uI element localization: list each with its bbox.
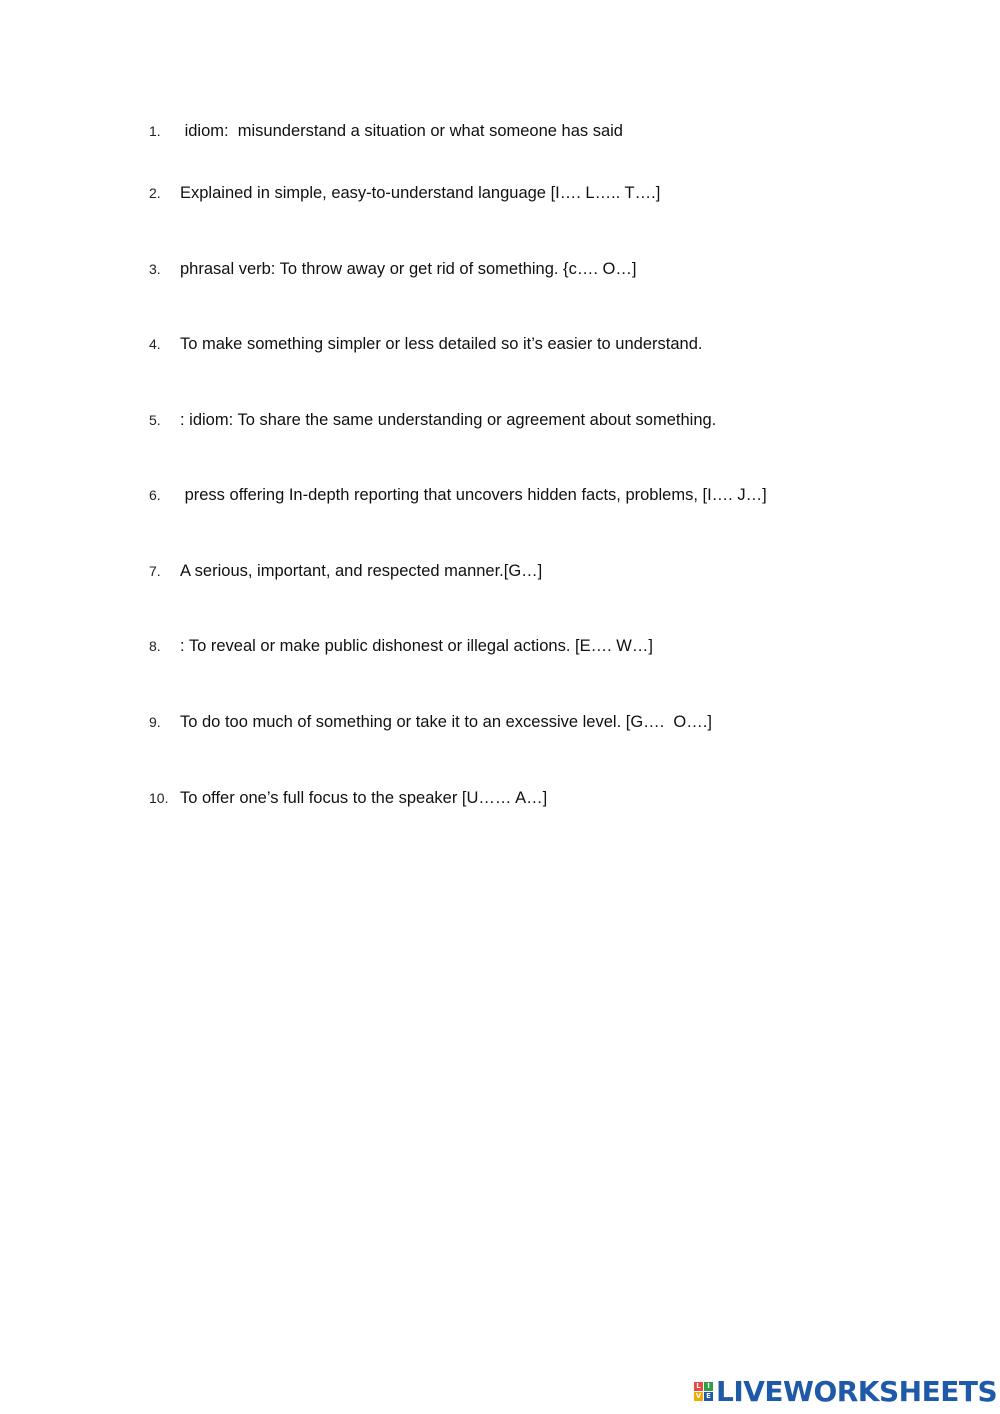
item-number: 8. xyxy=(149,638,161,654)
item-number: 6. xyxy=(149,487,161,503)
list-item xyxy=(0,405,1000,435)
item-number: 2. xyxy=(149,185,161,201)
item-number: 1. xyxy=(149,123,161,139)
logo-mark-cell: I xyxy=(704,1382,713,1391)
list-item xyxy=(0,329,1000,359)
item-text: To do too much of something or take it to an excessive level. [G…. O….] xyxy=(180,713,712,731)
list-item xyxy=(0,783,1000,813)
list-item xyxy=(0,116,1000,146)
item-number: 3. xyxy=(149,261,161,277)
liveworksheets-logo xyxy=(694,1374,997,1408)
item-text: Explained in simple, easy-to-understand language [I…. L….. T….] xyxy=(180,184,661,202)
item-number: 5. xyxy=(149,412,161,428)
item-text: phrasal verb: To throw away or get rid of something. {c…. O…] xyxy=(180,260,637,278)
item-number: 9. xyxy=(149,714,161,730)
list-item xyxy=(0,254,1000,284)
item-text: To offer one’s full focus to the speaker [U…… A…] xyxy=(180,789,548,807)
list-item xyxy=(0,178,1000,208)
item-number: 7. xyxy=(149,563,161,579)
item-number: 4. xyxy=(149,336,161,352)
list-item xyxy=(0,556,1000,586)
logo-mark-cell: V xyxy=(695,1391,702,1400)
item-text: press offering In-depth reporting that uncovers hidden facts, problems, [I…. J…] xyxy=(180,486,767,504)
item-text: A serious, important, and respected manner.[G…] xyxy=(180,562,543,580)
list-item xyxy=(0,631,1000,661)
list-item xyxy=(0,707,1000,737)
logo-mark-cell: L xyxy=(694,1382,703,1391)
list-item xyxy=(0,480,1000,510)
item-text: idiom: misunderstand a situation or what someone has said xyxy=(180,122,623,140)
item-text: : idiom: To share the same understanding or agreement about something. xyxy=(180,411,717,429)
item-text: : To reveal or make public dishonest or illegal actions. [E…. W…] xyxy=(180,637,653,655)
item-text: To make something simpler or less detailed so it’s easier to understand. xyxy=(180,335,703,353)
logo-text: LIVEWORKSHEETS xyxy=(716,1374,998,1408)
item-number: 10. xyxy=(149,790,169,806)
logo-mark-cell: E xyxy=(704,1392,713,1401)
logo-mark-icon xyxy=(694,1382,713,1401)
